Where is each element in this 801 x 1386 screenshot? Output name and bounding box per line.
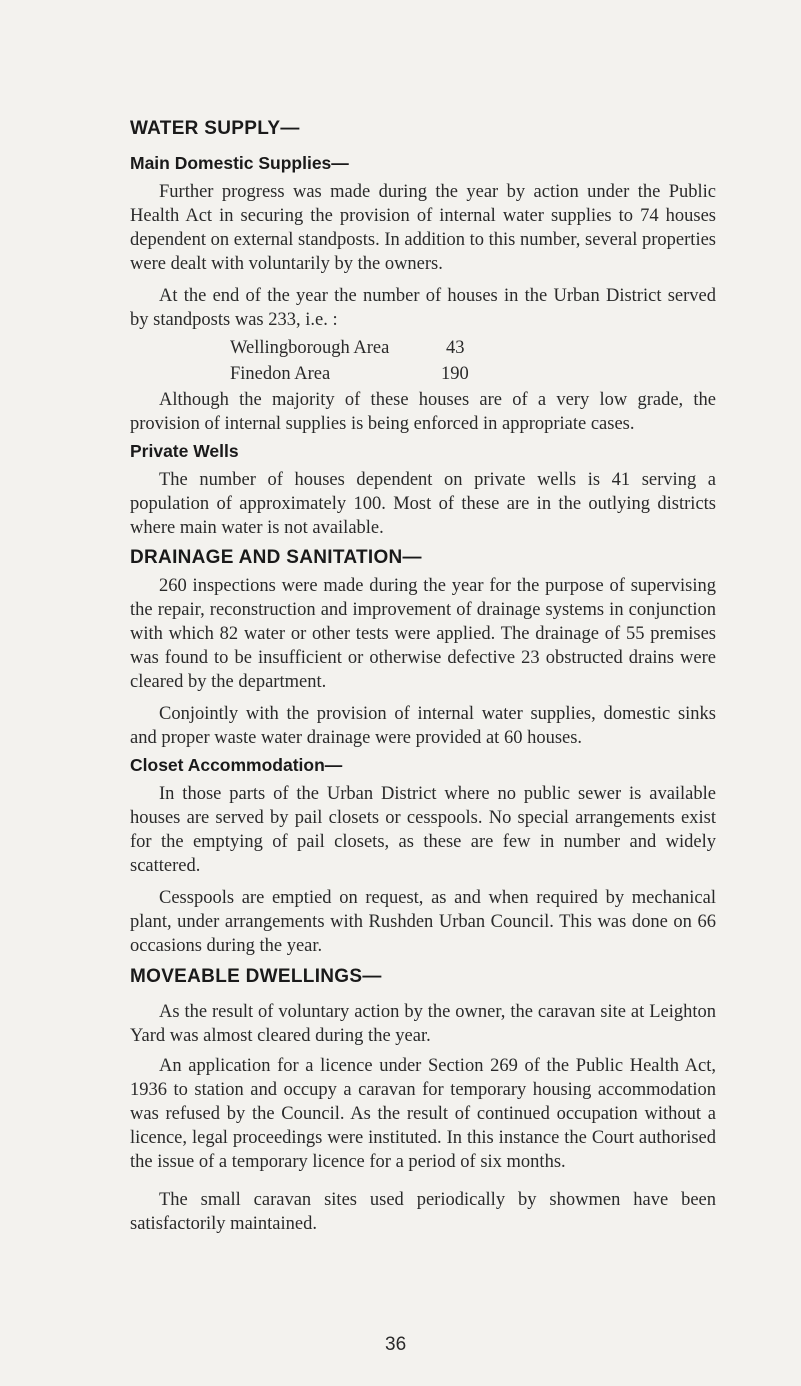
moveable-paragraph-1: As the result of voluntary action by the owner, the caravan site at Leighton Yard was almost cleared during the year. — [130, 1002, 716, 1046]
drainage-paragraph-2: Conjointly with the provision of internal water supplies, domestic sinks and proper waste water drainage were provided at 60 houses. — [130, 704, 716, 748]
area-value-wellingborough: 43 — [446, 338, 465, 358]
drainage-paragraph-1: 260 inspections were made during the year for the purpose of supervising the repair, reconstruction and improvement of drainage systems in conjunction with which 82 water or other tests were applied. The drainage of 55 premises was found to be insufficient or otherwise defective 23 obstructed drains were cleared by the department. — [130, 576, 716, 692]
area-name: Finedon Area — [230, 364, 331, 384]
area-row-wellingborough — [230, 336, 389, 360]
main-domestic-paragraph-2: At the end of the year the number of houses in the Urban District served by standposts was 233, i.e. : — [130, 286, 716, 330]
main-domestic-supplies-heading: Main Domestic Supplies— — [130, 153, 349, 173]
area-name: Wellingborough Area — [230, 338, 390, 358]
moveable-paragraph-2: An application for a licence under Section 269 of the Public Health Act, 1936 to station and occupy a caravan for temporary housing accommodation was refused by the Council. As the result of continued occupation without a licence, legal proceedings were instituted. In this instance the Court authorised the issue of a temporary licence for a period of six months. — [130, 1056, 716, 1172]
moveable-paragraph-3: The small caravan sites used periodically by showmen have been satisfactorily maintained. — [130, 1190, 716, 1234]
closet-paragraph-2: Cesspools are emptied on request, as and when required by mechanical plant, under arrangements with Rushden Urban Council. This was done on 66 occasions during the year. — [130, 888, 716, 956]
main-domestic-paragraph-3: Although the majority of these houses are of a very low grade, the provision of internal supplies is being enforced in appropriate cases. — [130, 390, 716, 434]
area-value-finedon: 190 — [441, 364, 469, 384]
private-wells-paragraph: The number of houses dependent on private wells is 41 serving a population of approximately 100. Most of these are in the outlying districts where main water is not available. — [130, 470, 716, 538]
closet-accommodation-heading: Closet Accommodation— — [130, 755, 343, 775]
private-wells-heading: Private Wells — [130, 441, 239, 461]
area-row-finedon — [230, 362, 330, 386]
page-number: 36 — [385, 1334, 407, 1355]
closet-paragraph-1: In those parts of the Urban District where no public sewer is available houses are served by pail closets or cesspools. No special arrangements exist for the emptying of pail closets, as these are few in number and widely scattered. — [130, 784, 716, 876]
main-domestic-paragraph-1: Further progress was made during the year by action under the Public Health Act in securing the provision of internal water supplies to 74 houses dependent on external standposts. In addition to this number, several properties were dealt with voluntarily by the owners. — [130, 182, 716, 274]
water-supply-heading: WATER SUPPLY— — [130, 118, 300, 139]
moveable-dwellings-heading: MOVEABLE DWELLINGS— — [130, 966, 382, 987]
drainage-heading: DRAINAGE AND SANITATION— — [130, 547, 422, 568]
